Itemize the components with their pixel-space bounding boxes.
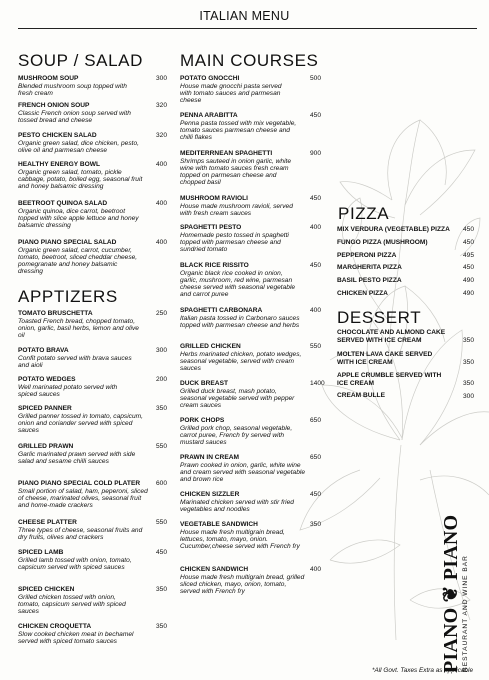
item-price: 490 [463,289,475,297]
menu-item [18,75,168,102]
menu-item [337,372,477,392]
menu-title: ITALIAN MENU [199,9,290,23]
menu-item [18,519,168,549]
item-name: BASIL PESTO PIZZA [337,277,402,285]
item-description: Prawn cooked in onion, garlic, white wine and cream served with seasonal vegetable and brown rice [180,461,305,483]
menu-item [18,549,168,586]
item-name: HEALTHY ENERGY BOWL [18,161,101,168]
item-price: 400 [156,200,168,207]
item-name: PENNA ARABITTA [180,112,238,119]
item-name: SPAGHETTI PESTO [180,224,242,231]
item-price: 490 [463,277,475,285]
menu-item [180,343,330,380]
item-description: Grilled chicken tossed with onion, tomato, capsicum served with spiced sauces [18,593,126,615]
item-name: PIANO PIANO SPECIAL SALAD [18,239,117,246]
menu-item [18,480,168,519]
logo-wordmark: PIANO ❦ PIANO [440,514,462,673]
menu-item [18,586,168,623]
item-description: Blended mushroom soup topped with fresh cream [18,82,127,97]
item-price: 300 [156,347,168,354]
apptizers-heading: APPTIZERS [18,287,118,306]
item-description: Organic green salad, dice chicken, pesto, olive oil and parmesan cheese [18,139,139,154]
item-name: POTATO BRAVA [18,347,69,354]
menu-item [180,307,330,343]
item-description: House made fresh multigrain bread, lettuces, tomato, mayo, onion. Cucumber,cheese served with French fry [180,528,300,550]
item-name: CHICKEN SANDWICH [180,566,249,573]
menu-item [337,277,477,290]
menu-item [18,623,168,653]
item-description: Grilled lamb tossed with onion, tomato, capsicum served with spiced sauces [18,556,132,571]
item-price: 650 [310,417,322,424]
menu-item [180,75,330,112]
apptizers-list [18,310,168,653]
item-price: 495 [463,251,475,259]
item-name: CHEESE PLATTER [18,519,77,526]
menu-item [18,376,168,405]
item-description: Penna pasta tossed with mix vegetable, tomato sauces parmesan cheese and chilli flakes [180,119,297,141]
item-price: 400 [156,239,168,246]
item-description: Grilled pork chop, seasonal vegetable, carrot puree, French fry served with mustard sauces [180,424,293,446]
item-description: Marinated chicken served with stir fried vegetables and noodles [180,498,294,513]
item-price: 400 [156,161,168,168]
item-description: Well marinated potato served with spiced sauces [18,383,118,398]
item-name: BLACK RICE RISSITO [180,262,249,269]
item-name: MUSHROOM SOUP [18,75,79,82]
item-price: 450 [310,112,322,119]
item-price: 900 [310,150,322,157]
item-price: 450 [310,491,322,498]
item-description: Three types of cheese, seasonal fruits and dry fruits, olives and crackers [18,526,143,541]
menu-header [0,0,489,34]
item-description: House made gnocchi pasta served with tomato sauces and parmesan cheese [180,82,282,104]
item-price: 400 [310,566,322,573]
item-name: SPICED LAMB [18,549,64,556]
item-price: 350 [310,521,322,528]
menu-item [337,290,477,303]
item-price: 450 [156,549,168,556]
menu-item [18,102,168,132]
menu-item [180,195,330,224]
item-price: 400 [310,307,322,314]
menu-item [337,226,477,239]
item-name: CHICKEN CROQUETTA [18,623,92,630]
menu-item [180,454,330,491]
item-description: Classic French onion soup served with tossed bread and cheese [18,109,131,124]
pizza-list [337,226,477,303]
item-price: 350 [463,359,475,366]
menu-item [337,351,477,372]
item-description: Organic quinoa, dice carrot, beetroot topped with slice apple lettuce and honey balsamic dressing [18,207,139,229]
soup-salad-heading: SOUP / SALAD [18,51,143,70]
item-price: 450 [463,238,475,246]
item-description: House made fresh multigrain bread, grilled sliced chicken, mayo, onion, tomato, served with French fry [180,573,305,595]
item-name: MARGHERITA PIZZA [337,264,402,272]
item-name: GRILLED CHICKEN [180,343,241,350]
item-description: Organic green salad, carrot, cucumber, tomato, beetroot, sliced cheddar cheese, pomegranate and honey balsamic dressing [18,246,138,276]
menu-item [18,200,168,239]
item-description: Italian pasta tossed in Carbonaro sauces topped with parmesan cheese and herbs [180,314,300,329]
item-price: 600 [156,480,168,487]
menu-item [180,417,330,454]
item-name: PORK CHOPS [180,417,225,424]
item-name: POTATO GNOCCHI [180,75,240,82]
header-divider [18,28,477,29]
item-name: CHOCOLATE AND ALMOND CAKE SERVED WITH ICE CREAM [337,329,446,344]
menu-item [180,491,330,521]
item-name: DUCK BREAST [180,380,228,387]
menu-item [337,264,477,277]
menu-item [180,262,330,307]
item-price: 320 [156,132,168,139]
item-name: TOMATO BRUSCHETTA [18,310,93,317]
item-name: PIANO PIANO SPECIAL COLD PLATER [18,480,141,487]
item-price: 350 [463,380,475,387]
item-description: Toasted French bread, chopped tomato, onion, garlic, basil herbs, lemon and olive oil [18,317,139,339]
item-name: FUNGO PIZZA (MUSHROOM) [337,238,428,246]
menu-item [337,329,477,351]
item-description: Small portion of salad, ham, peperoni, sliced of cheese, marinated olives, seasonal fruit and home-made crackers [18,487,148,509]
menu-item [180,521,330,566]
item-price: 400 [310,224,322,231]
item-price: 320 [156,102,168,109]
menu-item [18,347,168,376]
item-description: Organic green salad, tomato, pickle cabbage, potato, boiled egg, seasonal fruit and honey balsamic dressing [18,168,143,190]
item-name: MIX VERDURA (VEGETABLE) PIZZA [337,226,450,233]
item-description: Organic black rice cooked in onion, garlic, mushroom, red wine, parmesan cheese served with seasonal vegetable and carrot puree [180,269,296,299]
item-price: 550 [156,443,168,450]
item-price: 450 [463,226,475,233]
item-description: Garlic marinated prawn served with side salad and sesame chilli sauces [18,450,136,465]
main-courses-list [180,75,330,602]
item-name: VEGETABLE SANDWICH [180,521,258,528]
item-description: Shrimps sauteed in onion garlic, white wine with tomato sauces fresh cream topped on parmesan cheese and chopped basil [180,157,292,187]
item-description: House made mushroom ravioli, served with fresh cream sauces [180,202,293,217]
item-name: CREAM BULLE [337,392,385,399]
item-name: PEPPERONI PIZZA [337,251,397,259]
item-name: CHICKEN SIZZLER [180,491,240,498]
piano-piano-logo [438,514,478,678]
item-price: 650 [310,454,322,461]
dessert-list [337,329,477,404]
item-description: Slow cooked chicken meat in bechamel served with spiced tomato sauces [18,630,134,645]
dessert-heading: DESSERT [337,308,422,327]
item-price: 450 [310,262,322,269]
item-price: 500 [310,75,322,82]
item-description: Grilled panner tossed in tomato, capsicum, onion and coriander served with spiced sauces [18,412,143,434]
item-name: POTATO WEDGES [18,376,76,383]
item-price: 350 [463,337,475,344]
item-price: 350 [156,405,168,412]
item-price: 300 [156,75,168,82]
pizza-heading: PIZZA [338,204,390,223]
main-courses-heading: MAIN COURSES [180,51,319,70]
item-price: 300 [463,393,475,400]
item-description: Confit potato served with brava sauces and aioli [18,354,132,369]
item-name: SPICED PANNER [18,405,72,412]
item-name: SPAGHETTI CARBONARA [180,307,263,314]
menu-item [18,443,168,480]
item-name: MOLTEN LAVA CAKE SERVED WITH ICE CREAM [337,351,433,366]
item-price: 450 [463,264,475,272]
item-name: GRILLED PRAWN [18,443,74,450]
item-name: PESTO CHICKEN SALAD [18,132,97,139]
item-name: PRAWN IN CREAM [180,454,239,461]
menu-item [18,239,168,279]
item-name: SPICED CHICKEN [18,586,75,593]
menu-item [18,132,168,161]
item-price: 350 [156,586,168,593]
logo-tagline: RESTAURANT AND WINE BAR [462,555,469,672]
item-description: Grilled duck breast, mash potato, seasonal vegetable served with pepper cream sauces [180,387,295,409]
menu-item [18,310,168,347]
item-price: 550 [156,519,168,526]
item-name: FRENCH ONION SOUP [18,102,90,109]
item-name: MUSHROOM RAVIOLI [180,195,249,202]
item-name: BEETROOT QUINOA SALAD [18,200,108,207]
item-price: 200 [156,376,168,383]
menu-item [337,392,477,404]
tax-note: *All Govt. Taxes Extra as applicable [372,667,473,674]
item-price: 550 [310,343,322,350]
item-price: 450 [310,195,322,202]
menu-item [180,224,330,262]
menu-item [337,239,477,252]
item-description: Homemade pesto tossed in spaghetti topped with parmesan cheese and sundried tomato [180,231,289,253]
menu-item [337,252,477,265]
item-price: 350 [156,623,168,630]
menu-item [180,566,330,602]
menu-item [180,112,330,150]
menu-item [180,150,330,195]
item-name: MEDITERRNEAN SPAGHETTI [180,150,273,157]
menu-item [180,380,330,417]
menu-item [18,405,168,443]
item-description: Herbs marinated chicken, potato wedges, seasonal vegetable, served with cream sauces [180,350,302,372]
menu-item [18,161,168,200]
item-name: CHICKEN PIZZA [337,289,388,297]
soup-salad-list [18,75,168,279]
item-price: 250 [156,310,168,317]
item-name: APPLE CRUMBLE SERVED WITH ICE CREAM [337,372,442,387]
item-price: 1400 [310,380,325,387]
